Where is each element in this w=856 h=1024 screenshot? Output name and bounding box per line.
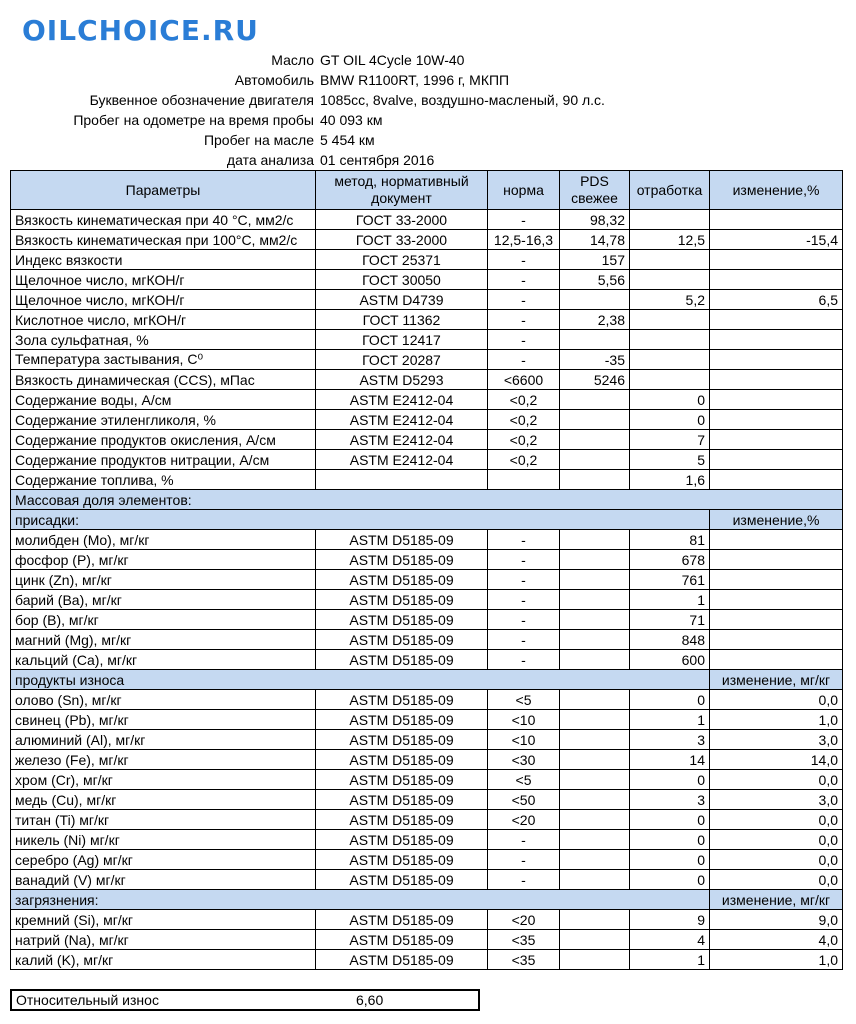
table-cell — [560, 290, 630, 310]
table-cell: 761 — [630, 570, 710, 590]
table-cell: 0 — [630, 390, 710, 410]
table-cell: <20 — [488, 810, 560, 830]
table-cell: <35 — [488, 950, 560, 970]
table-cell — [560, 750, 630, 770]
table-cell: 14,78 — [560, 230, 630, 250]
table-cell — [710, 270, 843, 290]
analysis-table — [10, 170, 843, 970]
table-cell: ASTM D5185-09 — [316, 690, 488, 710]
header-norm: норма — [488, 171, 560, 210]
table-cell: 1,0 — [710, 710, 843, 730]
table-cell: ASTM D5185-09 — [316, 790, 488, 810]
table-cell — [630, 330, 710, 350]
table-cell: ASTM D5185-09 — [316, 550, 488, 570]
info-label: Пробег на одометре на время пробы — [73, 112, 314, 128]
table-cell: ASTM D5185-09 — [316, 850, 488, 870]
relative-wear-box — [10, 989, 480, 1011]
table-cell: <30 — [488, 750, 560, 770]
table-cell: кальций (Ca), мг/кг — [11, 650, 316, 670]
table-cell: ГОСТ 11362 — [316, 310, 488, 330]
relative-wear-value: 6,60 — [356, 992, 384, 1008]
table-cell — [710, 250, 843, 270]
table-cell — [710, 370, 843, 390]
table-cell: <0,2 — [488, 390, 560, 410]
table-cell: ГОСТ 12417 — [316, 330, 488, 350]
info-row — [10, 50, 610, 70]
info-label: Буквенное обозначение двигателя — [89, 92, 314, 108]
table-cell: никель (Ni) мг/кг — [11, 830, 316, 850]
info-row — [10, 110, 610, 130]
table-cell: ASTM D5185-09 — [316, 650, 488, 670]
table-cell: <20 — [488, 910, 560, 930]
table-cell — [560, 390, 630, 410]
table-cell — [560, 870, 630, 890]
table-cell: 3,0 — [710, 790, 843, 810]
table-cell: ASTM D5185-09 — [316, 610, 488, 630]
table-cell — [630, 210, 710, 230]
section-row — [11, 490, 843, 510]
table-cell — [560, 530, 630, 550]
table-cell — [710, 470, 843, 490]
header-pds-fresh: PDS свежее — [560, 171, 630, 210]
table-cell: 4,0 — [710, 930, 843, 950]
table-row — [11, 570, 843, 590]
table-cell: 0,0 — [710, 690, 843, 710]
table-row — [11, 810, 843, 830]
table-cell — [560, 650, 630, 670]
table-row — [11, 730, 843, 750]
info-value: GT OIL 4Cycle 10W-40 — [320, 52, 465, 68]
table-cell: ASTM D4739 — [316, 290, 488, 310]
table-row — [11, 930, 843, 950]
info-value: 1085cc, 8valve, воздушно-масленый, 90 л.с. — [320, 92, 605, 108]
table-cell: - — [488, 270, 560, 290]
table-cell — [710, 430, 843, 450]
table-cell — [560, 610, 630, 630]
table-cell: фосфор (P), мг/кг — [11, 550, 316, 570]
table-cell: - — [488, 590, 560, 610]
table-row — [11, 410, 843, 430]
table-cell: Зола сульфатная, % — [11, 330, 316, 350]
table-cell — [560, 930, 630, 950]
section-row — [11, 510, 843, 530]
table-row — [11, 430, 843, 450]
table-row — [11, 310, 843, 330]
table-cell: <5 — [488, 770, 560, 790]
table-row — [11, 790, 843, 810]
table-cell: Щелочное число, мгКОН/г — [11, 270, 316, 290]
table-cell: - — [488, 870, 560, 890]
table-row — [11, 630, 843, 650]
table-row — [11, 330, 843, 350]
table-cell: Массовая доля элементов: — [11, 490, 843, 510]
table-cell: 0 — [630, 850, 710, 870]
table-cell: Содержание топлива, % — [11, 470, 316, 490]
table-cell: ASTM D5185-09 — [316, 750, 488, 770]
table-cell: 1,0 — [710, 950, 843, 970]
table-cell — [710, 330, 843, 350]
table-cell: 98,32 — [560, 210, 630, 230]
table-cell: <0,2 — [488, 450, 560, 470]
info-label: дата анализа — [226, 152, 314, 168]
table-cell: Индекс вязкости — [11, 250, 316, 270]
table-cell: ASTM D5185-09 — [316, 910, 488, 930]
table-row — [11, 290, 843, 310]
table-cell: <50 — [488, 790, 560, 810]
info-value: BMW R1100RT, 1996 г, МКПП — [320, 72, 510, 88]
table-cell — [560, 770, 630, 790]
table-cell: Вязкость кинематическая при 100°С, мм2/с — [11, 230, 316, 250]
table-cell — [710, 390, 843, 410]
table-cell: ГОСТ 25371 — [316, 250, 488, 270]
table-cell: Содержание продуктов окисления, А/см — [11, 430, 316, 450]
section-row — [11, 890, 843, 910]
table-row — [11, 650, 843, 670]
table-cell: - — [488, 570, 560, 590]
table-cell — [560, 590, 630, 610]
table-cell: магний (Mg), мг/кг — [11, 630, 316, 650]
info-row — [10, 130, 610, 150]
table-cell: изменение, мг/кг — [710, 890, 843, 910]
table-cell — [630, 250, 710, 270]
table-cell — [560, 710, 630, 730]
table-cell — [560, 910, 630, 930]
table-cell — [630, 350, 710, 370]
table-header-row — [11, 171, 843, 210]
table-cell: 14 — [630, 750, 710, 770]
table-row — [11, 250, 843, 270]
header-parameters: Параметры — [11, 171, 316, 210]
table-cell: ASTM E2412-04 — [316, 450, 488, 470]
table-cell: ГОСТ 33-2000 — [316, 230, 488, 250]
table-cell: 9 — [630, 910, 710, 930]
table-cell: 4 — [630, 930, 710, 950]
info-value: 01 сентября 2016 — [320, 152, 435, 168]
table-cell — [560, 730, 630, 750]
table-cell — [560, 470, 630, 490]
info-row — [10, 90, 610, 110]
table-cell: 0 — [630, 690, 710, 710]
table-cell — [560, 790, 630, 810]
table-cell: Кислотное число, мгКОН/г — [11, 310, 316, 330]
table-cell — [710, 550, 843, 570]
table-cell: ASTM D5185-09 — [316, 830, 488, 850]
table-cell: ванадий (V) мг/кг — [11, 870, 316, 890]
table-cell: 600 — [630, 650, 710, 670]
table-cell — [560, 430, 630, 450]
table-cell: 12,5 — [630, 230, 710, 250]
table-row — [11, 690, 843, 710]
table-cell — [710, 590, 843, 610]
table-row — [11, 830, 843, 850]
table-cell: Содержание этиленгликоля, % — [11, 410, 316, 430]
table-cell: -35 — [560, 350, 630, 370]
info-row — [10, 150, 610, 170]
table-cell — [710, 570, 843, 590]
table-cell — [560, 950, 630, 970]
table-cell: цинк (Zn), мг/кг — [11, 570, 316, 590]
table-cell: ASTM D5185-09 — [316, 810, 488, 830]
table-cell — [560, 570, 630, 590]
table-cell: кремний (Si), мг/кг — [11, 910, 316, 930]
section-row — [11, 670, 843, 690]
table-row — [11, 750, 843, 770]
table-cell: калий (K), мг/кг — [11, 950, 316, 970]
table-cell: серебро (Ag) мг/кг — [11, 850, 316, 870]
table-row — [11, 850, 843, 870]
table-cell: <0,2 — [488, 410, 560, 430]
table-cell: молибден (Mo), мг/кг — [11, 530, 316, 550]
table-cell: барий (Ba), мг/кг — [11, 590, 316, 610]
table-cell: <6600 — [488, 370, 560, 390]
sample-info — [10, 50, 610, 170]
table-cell — [560, 850, 630, 870]
table-cell — [488, 470, 560, 490]
info-value: 40 093 км — [320, 112, 383, 128]
table-cell: 5246 — [560, 370, 630, 390]
table-cell: Щелочное число, мгКОН/г — [11, 290, 316, 310]
table-cell: 5,2 — [630, 290, 710, 310]
table-cell: 2,38 — [560, 310, 630, 330]
table-cell — [630, 310, 710, 330]
table-row — [11, 270, 843, 290]
table-row — [11, 530, 843, 550]
table-cell — [560, 630, 630, 650]
table-cell: 5,56 — [560, 270, 630, 290]
table-cell: 848 — [630, 630, 710, 650]
table-row — [11, 590, 843, 610]
table-cell: -15,4 — [710, 230, 843, 250]
table-cell: 157 — [560, 250, 630, 270]
table-cell — [710, 350, 843, 370]
table-cell: 0 — [630, 870, 710, 890]
table-cell: 0 — [630, 830, 710, 850]
table-cell — [560, 450, 630, 470]
table-cell: 12,5-16,3 — [488, 230, 560, 250]
table-cell: 9,0 — [710, 910, 843, 930]
table-cell — [710, 650, 843, 670]
table-cell: 5 — [630, 450, 710, 470]
table-cell: 0,0 — [710, 850, 843, 870]
info-label: Масло — [271, 52, 314, 68]
table-cell — [710, 530, 843, 550]
table-row — [11, 610, 843, 630]
table-cell: 0 — [630, 810, 710, 830]
table-cell: 0 — [630, 770, 710, 790]
table-cell: ASTM D5185-09 — [316, 870, 488, 890]
table-cell: 3 — [630, 790, 710, 810]
table-cell: 1 — [630, 590, 710, 610]
table-cell — [630, 370, 710, 390]
table-cell: 678 — [630, 550, 710, 570]
table-cell: <0,2 — [488, 430, 560, 450]
table-cell — [560, 690, 630, 710]
table-cell: - — [488, 350, 560, 370]
header-used: отработка — [630, 171, 710, 210]
table-cell: - — [488, 830, 560, 850]
table-row — [11, 550, 843, 570]
table-cell: <10 — [488, 730, 560, 750]
info-value: 5 454 км — [320, 132, 375, 148]
table-row — [11, 390, 843, 410]
table-cell: 14,0 — [710, 750, 843, 770]
table-cell: ASTM E2412-04 — [316, 430, 488, 450]
table-cell: - — [488, 530, 560, 550]
table-cell: алюминий (Al), мг/кг — [11, 730, 316, 750]
table-cell: 1 — [630, 710, 710, 730]
table-cell — [710, 450, 843, 470]
table-cell — [710, 410, 843, 430]
table-cell: ГОСТ 33-2000 — [316, 210, 488, 230]
table-cell: ASTM D5185-09 — [316, 630, 488, 650]
table-cell: ASTM D5185-09 — [316, 530, 488, 550]
table-cell: Вязкость динамическая (CCS), мПас — [11, 370, 316, 390]
table-cell: ASTM D5185-09 — [316, 730, 488, 750]
table-row — [11, 370, 843, 390]
table-cell — [560, 550, 630, 570]
table-cell: 0,0 — [710, 770, 843, 790]
table-row — [11, 910, 843, 930]
table-cell: - — [488, 630, 560, 650]
table-cell: - — [488, 610, 560, 630]
table-cell: натрий (Na), мг/кг — [11, 930, 316, 950]
table-cell: 81 — [630, 530, 710, 550]
table-cell: загрязнения: — [11, 890, 710, 910]
table-cell: хром (Cr), мг/кг — [11, 770, 316, 790]
table-row — [11, 710, 843, 730]
table-cell: продукты износа — [11, 670, 710, 690]
table-cell: ASTM D5293 — [316, 370, 488, 390]
table-cell: 0 — [630, 410, 710, 430]
table-cell: 7 — [630, 430, 710, 450]
relative-wear-label: Относительный износ — [16, 992, 159, 1008]
table-row — [11, 450, 843, 470]
table-cell: - — [488, 850, 560, 870]
table-cell: - — [488, 210, 560, 230]
table-cell: Вязкость кинематическая при 40 °С, мм2/с — [11, 210, 316, 230]
table-cell: Содержание продуктов нитрации, А/см — [11, 450, 316, 470]
table-cell: - — [488, 650, 560, 670]
table-cell: 71 — [630, 610, 710, 630]
table-cell — [710, 310, 843, 330]
table-cell — [560, 330, 630, 350]
table-cell: ASTM E2412-04 — [316, 410, 488, 430]
table-row — [11, 230, 843, 250]
table-cell: 3 — [630, 730, 710, 750]
table-cell: - — [488, 310, 560, 330]
table-cell: 1,6 — [630, 470, 710, 490]
table-cell: ASTM D5185-09 — [316, 930, 488, 950]
table-cell — [560, 410, 630, 430]
table-cell: медь (Cu), мг/кг — [11, 790, 316, 810]
table-cell: ASTM D5185-09 — [316, 770, 488, 790]
table-cell: 0,0 — [710, 830, 843, 850]
table-cell: изменение,% — [710, 510, 843, 530]
table-cell: - — [488, 290, 560, 310]
table-cell — [630, 270, 710, 290]
table-cell: ASTM D5185-09 — [316, 590, 488, 610]
table-cell — [710, 210, 843, 230]
table-row — [11, 210, 843, 230]
table-cell: бор (B), мг/кг — [11, 610, 316, 630]
header-change: изменение,% — [710, 171, 843, 210]
table-cell: ASTM D5185-09 — [316, 710, 488, 730]
table-cell: изменение, мг/кг — [710, 670, 843, 690]
table-cell: олово (Sn), мг/кг — [11, 690, 316, 710]
table-cell: 0,0 — [710, 870, 843, 890]
table-cell: 3,0 — [710, 730, 843, 750]
table-row — [11, 770, 843, 790]
table-cell — [316, 470, 488, 490]
table-cell: 0,0 — [710, 810, 843, 830]
table-row — [11, 350, 843, 370]
table-cell — [710, 630, 843, 650]
table-cell: свинец (Pb), мг/кг — [11, 710, 316, 730]
table-cell: <5 — [488, 690, 560, 710]
table-cell: <10 — [488, 710, 560, 730]
table-cell: Температура застывания, С⁰ — [11, 350, 316, 370]
table-row — [11, 470, 843, 490]
table-cell: Содержание воды, А/см — [11, 390, 316, 410]
table-cell: - — [488, 330, 560, 350]
table-cell: ГОСТ 20287 — [316, 350, 488, 370]
table-cell: 6,5 — [710, 290, 843, 310]
table-row — [11, 870, 843, 890]
table-cell: ASTM D5185-09 — [316, 950, 488, 970]
table-cell — [710, 610, 843, 630]
info-label: Автомобиль — [234, 72, 314, 88]
table-cell: ГОСТ 30050 — [316, 270, 488, 290]
table-row — [11, 950, 843, 970]
table-cell: ASTM E2412-04 — [316, 390, 488, 410]
info-row — [10, 70, 610, 90]
table-cell: присадки: — [11, 510, 710, 530]
table-cell: - — [488, 250, 560, 270]
header-method: метод, нормативный документ — [316, 171, 488, 210]
table-cell: 1 — [630, 950, 710, 970]
table-cell: ASTM D5185-09 — [316, 570, 488, 590]
table-cell: титан (Ti) мг/кг — [11, 810, 316, 830]
table-cell: <35 — [488, 930, 560, 950]
site-logo: OILCHOICE.RU — [22, 14, 259, 47]
info-label: Пробег на масле — [203, 132, 314, 148]
table-cell: железо (Fe), мг/кг — [11, 750, 316, 770]
table-cell: - — [488, 550, 560, 570]
table-cell — [560, 810, 630, 830]
table-cell — [560, 830, 630, 850]
